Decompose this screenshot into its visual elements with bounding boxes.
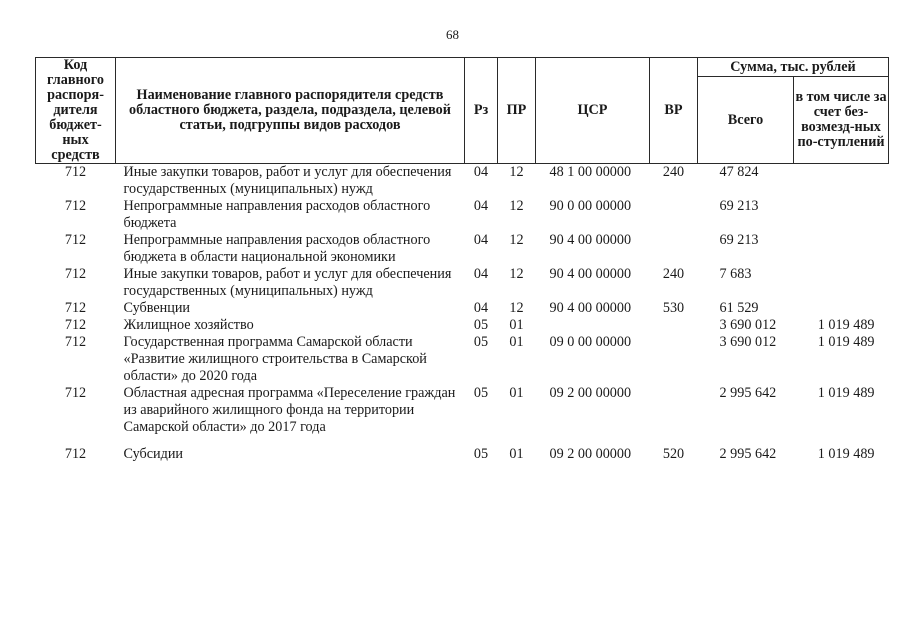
table-row xyxy=(36,317,889,334)
cell-rz: 05 xyxy=(473,334,489,350)
budget-table xyxy=(35,57,889,463)
cell-name: Субвенции xyxy=(123,300,191,316)
table-row xyxy=(36,300,889,317)
cell-vr xyxy=(650,385,698,436)
cell-rz: 04 xyxy=(473,198,489,214)
cell-total: 47 824 xyxy=(719,164,759,180)
cell-free xyxy=(794,198,889,232)
cell-rz: 05 xyxy=(473,317,489,333)
cell-code: 712 xyxy=(64,385,87,401)
header-total: Всего xyxy=(698,77,794,164)
cell-csr: 09 2 00 00000 xyxy=(549,446,632,462)
cell-pr: 12 xyxy=(509,164,524,180)
cell-free: 1 019 489 xyxy=(817,334,875,350)
page-number: 68 xyxy=(446,27,459,42)
cell-free xyxy=(794,164,889,199)
cell-total: 3 690 012 xyxy=(719,317,777,333)
cell-pr: 12 xyxy=(509,266,524,282)
cell-code: 712 xyxy=(64,446,87,462)
table-row xyxy=(36,164,889,199)
cell-total: 69 213 xyxy=(719,232,759,248)
cell-code: 712 xyxy=(64,266,87,282)
cell-vr xyxy=(650,317,698,334)
header-row xyxy=(36,58,889,77)
cell-code: 712 xyxy=(64,164,87,180)
cell-code: 712 xyxy=(64,232,87,248)
cell-csr: 48 1 00 00000 xyxy=(549,164,632,180)
cell-free: 1 019 489 xyxy=(817,446,875,462)
cell-pr: 12 xyxy=(509,232,524,248)
cell-pr: 01 xyxy=(509,334,524,350)
cell-vr xyxy=(650,232,698,266)
cell-code: 712 xyxy=(64,317,87,333)
cell-free xyxy=(794,232,889,266)
table-row xyxy=(36,385,889,436)
cell-rz: 05 xyxy=(473,385,489,401)
cell-csr: 09 2 00 00000 xyxy=(549,385,632,401)
cell-code: 712 xyxy=(64,198,87,214)
cell-free: 1 019 489 xyxy=(817,385,875,401)
cell-csr: 90 4 00 00000 xyxy=(549,266,632,282)
cell-free xyxy=(794,266,889,300)
cell-csr: 90 4 00 00000 xyxy=(549,300,632,316)
cell-rz: 04 xyxy=(473,266,489,282)
header-name: Наименование главного распорядителя средств областного бюджета, раздела, подраздела, целевой статьи, подгруппы видов расходов xyxy=(116,58,465,164)
cell-pr: 01 xyxy=(509,385,524,401)
cell-pr: 12 xyxy=(509,198,524,214)
cell-vr: 240 xyxy=(662,266,685,282)
table-row xyxy=(36,334,889,385)
cell-free xyxy=(794,300,889,317)
cell-vr: 530 xyxy=(662,300,685,316)
cell-pr: 12 xyxy=(509,300,524,316)
cell-vr xyxy=(650,334,698,385)
table-row xyxy=(36,198,889,232)
cell-name: Иные закупки товаров, работ и услуг для обеспечения государственных (муниципальных) нужд xyxy=(123,266,452,299)
table-row xyxy=(36,232,889,266)
cell-csr xyxy=(536,317,650,334)
cell-name: Непрограммные направления расходов областного бюджета xyxy=(123,198,431,231)
cell-name: Непрограммные направления расходов областного бюджета в области национальной экономики xyxy=(123,232,431,265)
spacer-cell xyxy=(36,436,889,446)
cell-total: 69 213 xyxy=(719,198,759,214)
cell-vr: 520 xyxy=(662,446,685,462)
cell-csr: 09 0 00 00000 xyxy=(549,334,632,350)
cell-total: 2 995 642 xyxy=(719,446,777,462)
header-csr: ЦСР xyxy=(536,58,650,164)
cell-total: 3 690 012 xyxy=(719,334,777,350)
cell-total: 2 995 642 xyxy=(719,385,777,401)
cell-free: 1 019 489 xyxy=(817,317,875,333)
cell-name: Иные закупки товаров, работ и услуг для обеспечения государственных (муниципальных) нужд xyxy=(123,164,452,197)
cell-vr: 240 xyxy=(662,164,685,180)
cell-name: Государственная программа Самарской области «Развитие жилищного строительства в Самарской области» до 2020 года xyxy=(123,334,427,384)
header-free: в том числе за счет без-возмезд-ных по-ступлений xyxy=(794,77,889,164)
row-spacer xyxy=(36,436,889,446)
table-row xyxy=(36,446,889,463)
cell-code: 712 xyxy=(64,300,87,316)
cell-code: 712 xyxy=(64,334,87,350)
cell-csr: 90 4 00 00000 xyxy=(549,232,632,248)
cell-csr: 90 0 00 00000 xyxy=(549,198,632,214)
header-rz: Рз xyxy=(465,58,498,164)
cell-pr: 01 xyxy=(509,446,524,462)
header-code: Код главного распоря-дителя бюджет-ных средств xyxy=(36,58,116,164)
header-sum-group: Сумма, тыс. рублей xyxy=(698,58,889,77)
cell-rz: 04 xyxy=(473,164,489,180)
header-pr: ПР xyxy=(498,58,536,164)
cell-total: 7 683 xyxy=(719,266,752,282)
cell-name: Субсидии xyxy=(123,446,184,462)
cell-name: Областная адресная программа «Переселение граждан из аварийного жилищного фонда на территории Самарской области» до 2017 года xyxy=(123,385,456,435)
cell-rz: 05 xyxy=(473,446,489,462)
cell-rz: 04 xyxy=(473,232,489,248)
cell-rz: 04 xyxy=(473,300,489,316)
cell-vr xyxy=(650,198,698,232)
cell-pr: 01 xyxy=(509,317,524,333)
table-body xyxy=(36,164,889,464)
cell-name: Жилищное хозяйство xyxy=(123,317,254,333)
cell-total: 61 529 xyxy=(719,300,759,316)
header-vr: ВР xyxy=(650,58,698,164)
table-row xyxy=(36,266,889,300)
